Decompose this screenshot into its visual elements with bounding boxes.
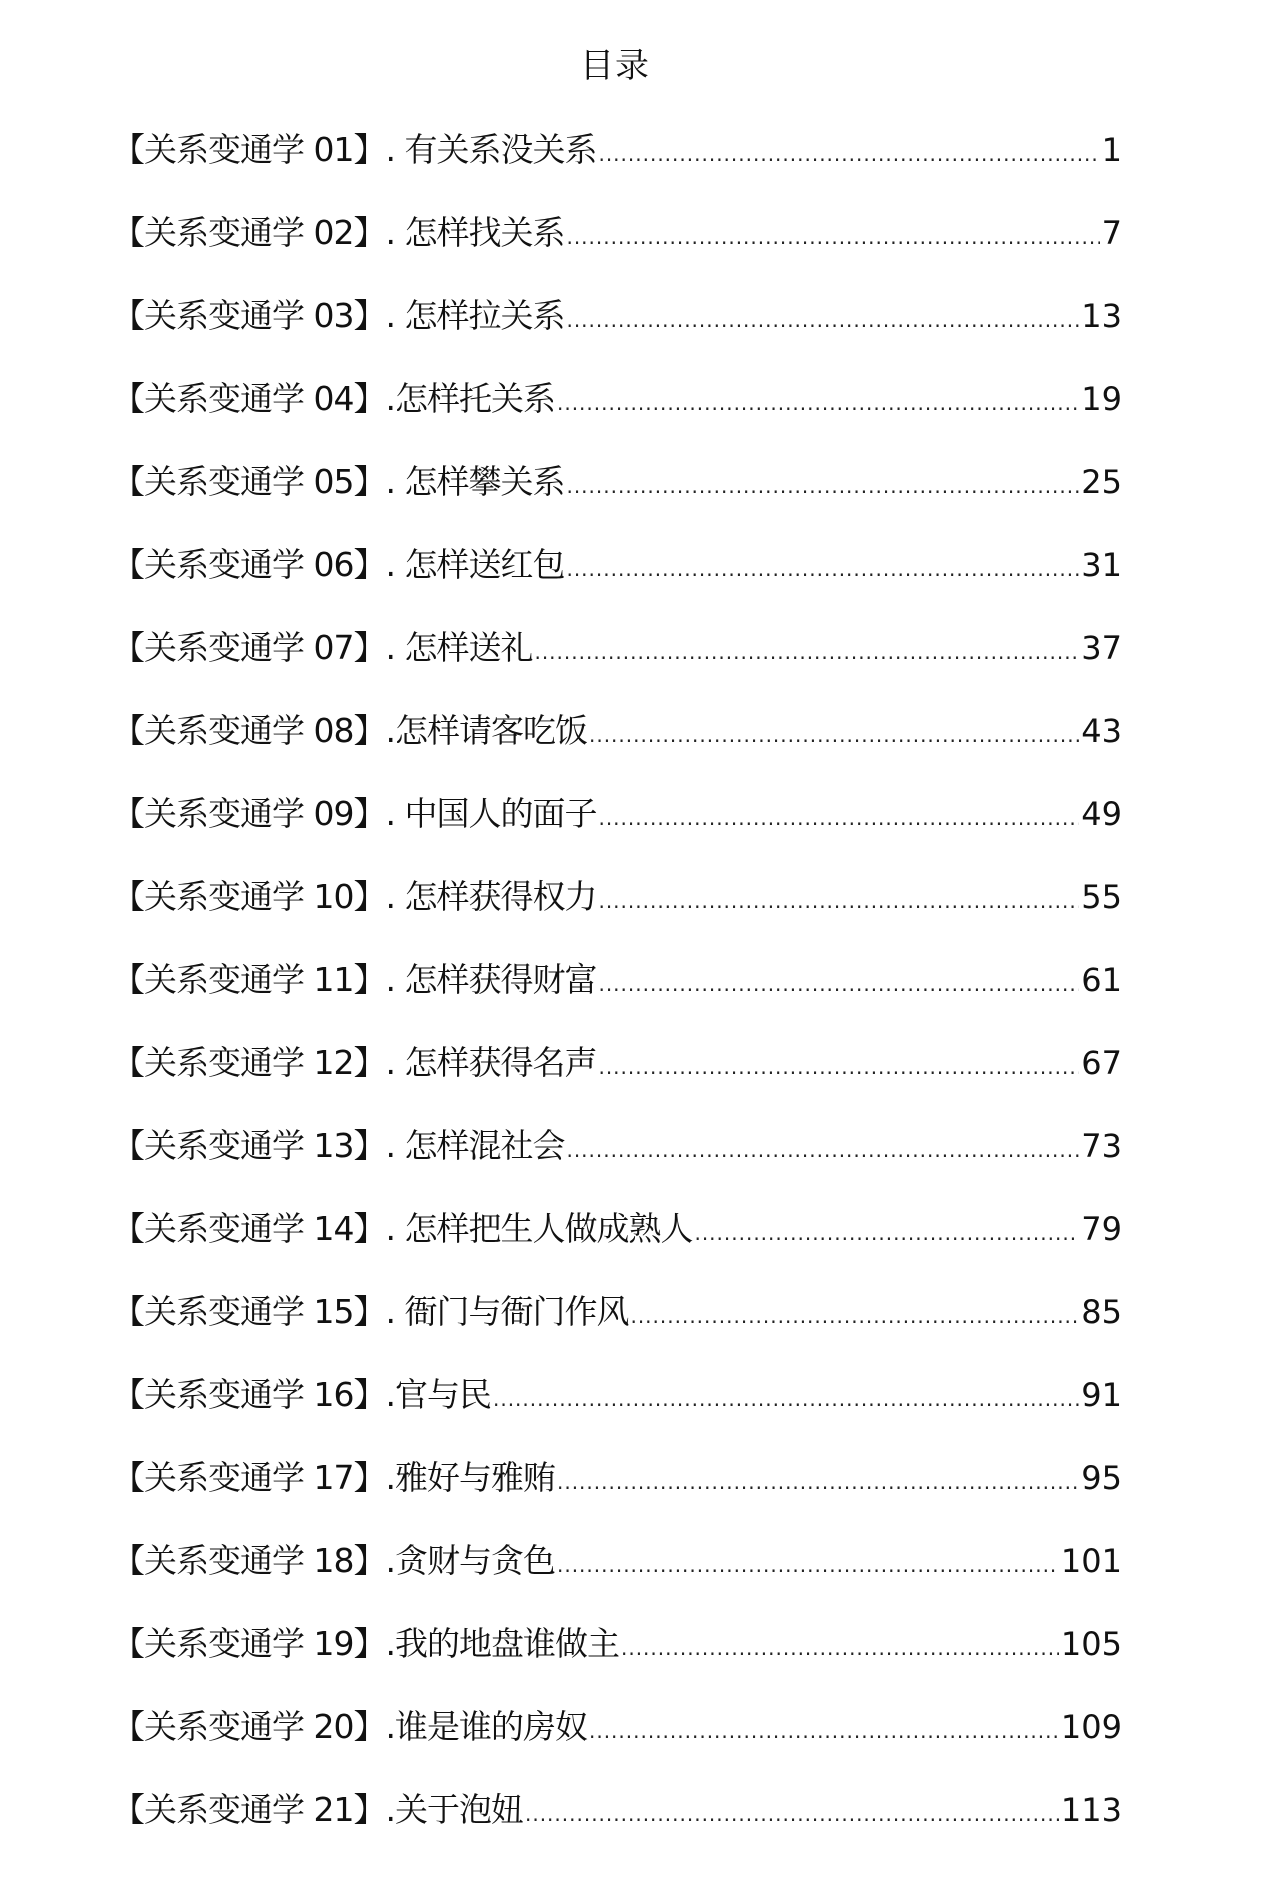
toc-entry-label: 【关系变通学 14】. 怎样把生人做成熟人 (112, 1209, 693, 1248)
toc-entry-page: 67 (1081, 1044, 1122, 1082)
toc-entry-page: 79 (1081, 1210, 1122, 1248)
dot-leader (589, 713, 1079, 757)
toc-entry-label: 【关系变通学 12】. 怎样获得名声 (112, 1043, 597, 1082)
toc-entry[interactable] (112, 460, 1122, 543)
toc-entry[interactable] (112, 294, 1122, 377)
toc-entry-page: 19 (1081, 380, 1122, 418)
toc-entry-page: 61 (1081, 961, 1122, 999)
dot-leader (621, 1626, 1059, 1670)
dot-leader (525, 1792, 1059, 1836)
toc-entry-label: 【关系变通学 13】. 怎样混社会 (112, 1126, 565, 1165)
toc-entry-page: 73 (1081, 1127, 1122, 1165)
toc-entry[interactable] (112, 377, 1122, 460)
toc-entry[interactable] (112, 1622, 1122, 1705)
dot-leader (557, 1543, 1059, 1587)
dot-leader (598, 962, 1079, 1006)
toc-entry[interactable] (112, 709, 1122, 792)
toc-entry-label: 【关系变通学 06】. 怎样送红包 (112, 545, 565, 584)
toc-entry-label: 【关系变通学 16】.官与民 (112, 1375, 491, 1414)
toc-entry[interactable] (112, 1788, 1122, 1871)
toc-entry[interactable] (112, 1041, 1122, 1124)
dot-leader (566, 1128, 1079, 1172)
dot-leader (598, 1045, 1079, 1089)
toc-entry[interactable] (112, 1456, 1122, 1539)
dot-leader (630, 1294, 1079, 1338)
toc-entry-page: 55 (1081, 878, 1122, 916)
toc-entry[interactable] (112, 626, 1122, 709)
toc-entry-label: 【关系变通学 10】. 怎样获得权力 (112, 877, 597, 916)
toc-entry[interactable] (112, 1705, 1122, 1788)
toc-entry[interactable] (112, 1124, 1122, 1207)
toc-list (112, 128, 1122, 1871)
toc-entry-label: 【关系变通学 01】. 有关系没关系 (112, 130, 597, 169)
toc-entry[interactable] (112, 543, 1122, 626)
toc-entry[interactable] (112, 958, 1122, 1041)
toc-entry-label: 【关系变通学 04】.怎样托关系 (112, 379, 555, 418)
dot-leader (694, 1211, 1079, 1255)
toc-entry[interactable] (112, 128, 1122, 211)
toc-entry-label: 【关系变通学 21】.关于泡妞 (112, 1790, 523, 1829)
dot-leader (566, 215, 1099, 259)
toc-entry-page: 91 (1081, 1376, 1122, 1414)
dot-leader (566, 547, 1079, 591)
dot-leader (534, 630, 1079, 674)
dot-leader (566, 464, 1079, 508)
toc-entry[interactable] (112, 1373, 1122, 1456)
toc-entry-label: 【关系变通学 02】. 怎样找关系 (112, 213, 565, 252)
toc-entry-label: 【关系变通学 09】. 中国人的面子 (112, 794, 597, 833)
toc-entry-label: 【关系变通学 07】. 怎样送礼 (112, 628, 533, 667)
toc-entry[interactable] (112, 875, 1122, 958)
dot-leader (598, 796, 1079, 840)
toc-entry-page: 109 (1060, 1708, 1122, 1746)
toc-entry[interactable] (112, 1207, 1122, 1290)
dot-leader (598, 879, 1079, 923)
toc-entry-page: 95 (1081, 1459, 1122, 1497)
toc-entry-label: 【关系变通学 15】. 衙门与衙门作风 (112, 1292, 629, 1331)
toc-entry-label: 【关系变通学 18】.贪财与贪色 (112, 1541, 555, 1580)
toc-entry-label: 【关系变通学 11】. 怎样获得财富 (112, 960, 597, 999)
toc-entry[interactable] (112, 1539, 1122, 1622)
toc-entry-page: 1 (1101, 131, 1122, 169)
toc-entry-page: 105 (1060, 1625, 1122, 1663)
toc-entry-label: 【关系变通学 03】. 怎样拉关系 (112, 296, 565, 335)
toc-entry[interactable] (112, 792, 1122, 875)
toc-entry-label: 【关系变通学 19】.我的地盘谁做主 (112, 1624, 619, 1663)
toc-entry-page: 101 (1060, 1542, 1122, 1580)
toc-entry-label: 【关系变通学 17】.雅好与雅贿 (112, 1458, 555, 1497)
toc-entry-page: 25 (1081, 463, 1122, 501)
dot-leader (566, 298, 1079, 342)
toc-entry-page: 31 (1081, 546, 1122, 584)
toc-entry-page: 113 (1060, 1791, 1122, 1829)
dot-leader (493, 1377, 1079, 1421)
toc-entry-page: 37 (1081, 629, 1122, 667)
dot-leader (598, 132, 1099, 176)
dot-leader (557, 1460, 1079, 1504)
dot-leader (557, 381, 1079, 425)
toc-entry-label: 【关系变通学 20】.谁是谁的房奴 (112, 1707, 587, 1746)
toc-entry-page: 13 (1081, 297, 1122, 335)
toc-entry-label: 【关系变通学 08】.怎样请客吃饭 (112, 711, 587, 750)
toc-entry-label: 【关系变通学 05】. 怎样攀关系 (112, 462, 565, 501)
toc-entry[interactable] (112, 211, 1122, 294)
toc-entry-page: 7 (1101, 214, 1122, 252)
toc-entry[interactable] (112, 1290, 1122, 1373)
dot-leader (589, 1709, 1059, 1753)
toc-entry-page: 85 (1081, 1293, 1122, 1331)
toc-entry-page: 49 (1081, 795, 1122, 833)
toc-entry-page: 43 (1081, 712, 1122, 750)
toc-title: 目录 (580, 46, 650, 86)
